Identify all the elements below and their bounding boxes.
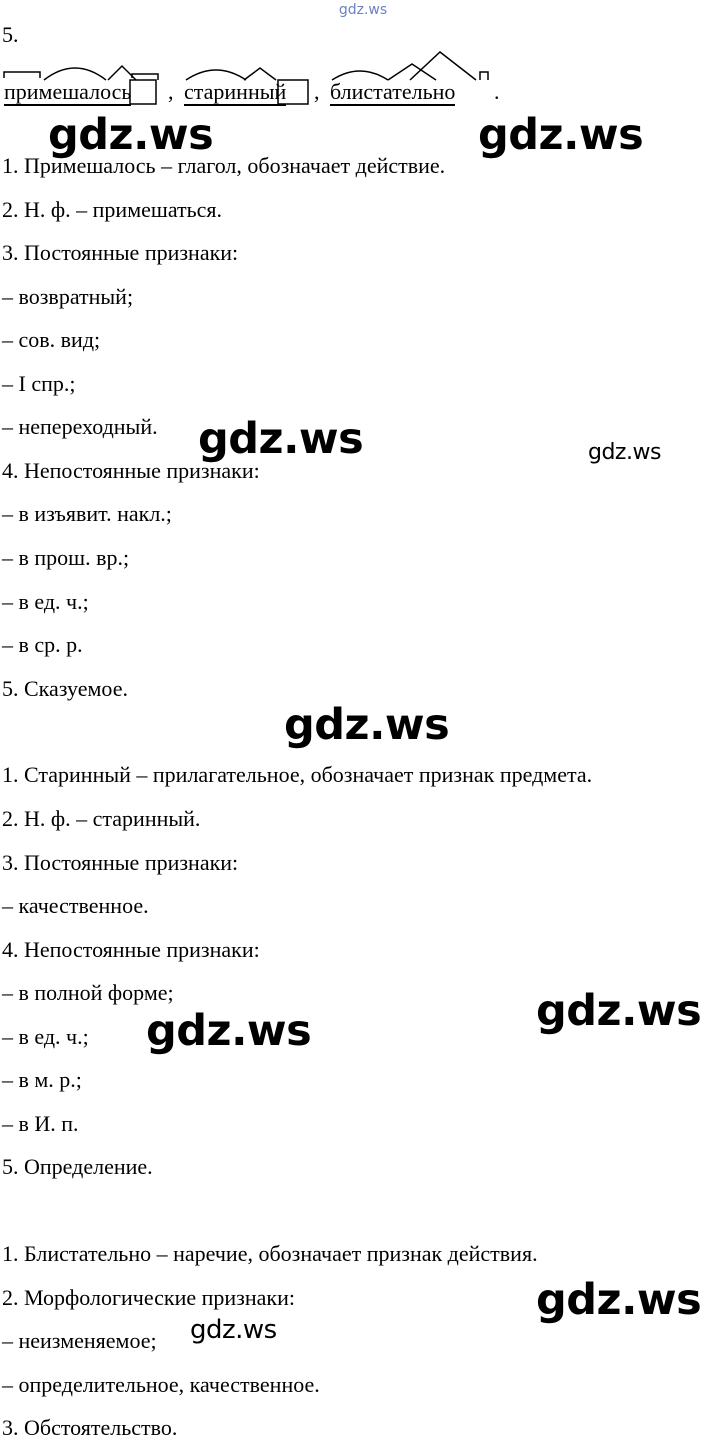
text-line: 2. Н. ф. – примешаться. — [2, 197, 223, 222]
parse-word-3: блистательно — [330, 79, 456, 104]
suffix-mark — [410, 52, 476, 80]
watermark: gdz.ws — [536, 986, 702, 1036]
text-line: 3. Постоянные признаки: — [2, 240, 239, 265]
text-line: – непереходный. — [2, 414, 158, 439]
text-line: – определительное, качественное. — [2, 1372, 320, 1397]
text-line: – сов. вид; — [2, 327, 101, 352]
watermark: gdz.ws — [198, 414, 364, 464]
text-line: – в прош. вр.; — [2, 545, 130, 570]
top-watermark: gdz.ws — [338, 2, 388, 18]
text-line: 1. Блистательно – наречие, обозначает признак действия. — [2, 1241, 538, 1266]
parse-end: . — [494, 79, 500, 104]
task-number: 5. — [2, 22, 19, 47]
watermark: gdz.ws — [588, 440, 661, 465]
text-line: – возвратный; — [2, 284, 134, 309]
watermark: gdz.ws — [146, 1006, 312, 1056]
text-line: 1. Примешалось – глагол, обозначает действие. — [2, 153, 446, 178]
text-line: 2. Морфологические признаки: — [2, 1285, 295, 1310]
text-line: – в полной форме; — [2, 980, 174, 1005]
prefix-mark — [4, 72, 40, 78]
watermark: gdz.ws — [190, 1315, 277, 1345]
watermark: gdz.ws — [284, 700, 450, 750]
watermark: gdz.ws — [478, 110, 644, 160]
text-line: – в И. п. — [2, 1111, 79, 1136]
text-line: – в ед. ч.; — [2, 589, 89, 614]
text-line: 4. Непостоянные признаки: — [2, 458, 260, 483]
text-line: – качественное. — [2, 893, 149, 918]
suffix-end-mark — [480, 72, 488, 80]
text-line: 4. Непостоянные признаки: — [2, 937, 260, 962]
text-line: – в м. р.; — [2, 1067, 82, 1092]
text-line: – в ср. р. — [2, 632, 83, 657]
text-line: – в ед. ч.; — [2, 1024, 89, 1049]
morpheme-parse-row — [0, 50, 560, 110]
text-line: 3. Постоянные признаки: — [2, 850, 239, 875]
text-line: 5. Сказуемое. — [2, 676, 128, 701]
text-line: – в изъявит. накл.; — [2, 501, 172, 526]
text-line: 5. Определение. — [2, 1154, 153, 1179]
text-line: – неизменяемое; — [2, 1328, 157, 1353]
text-line: 3. Обстоятельство. — [2, 1415, 178, 1440]
watermark: gdz.ws — [536, 1275, 702, 1325]
parse-word-2: старинный — [184, 79, 287, 104]
parse-separator: , — [168, 79, 174, 104]
watermark: gdz.ws — [48, 110, 214, 160]
text-line: – I спр.; — [2, 371, 76, 396]
ending-box — [130, 80, 156, 104]
parse-separator: , — [314, 79, 320, 104]
text-line: 1. Старинный – прилагательное, обозначает признак предмета. — [2, 762, 593, 787]
text-line: 2. Н. ф. – старинный. — [2, 806, 201, 831]
parse-word-1: примешалось — [4, 79, 132, 104]
